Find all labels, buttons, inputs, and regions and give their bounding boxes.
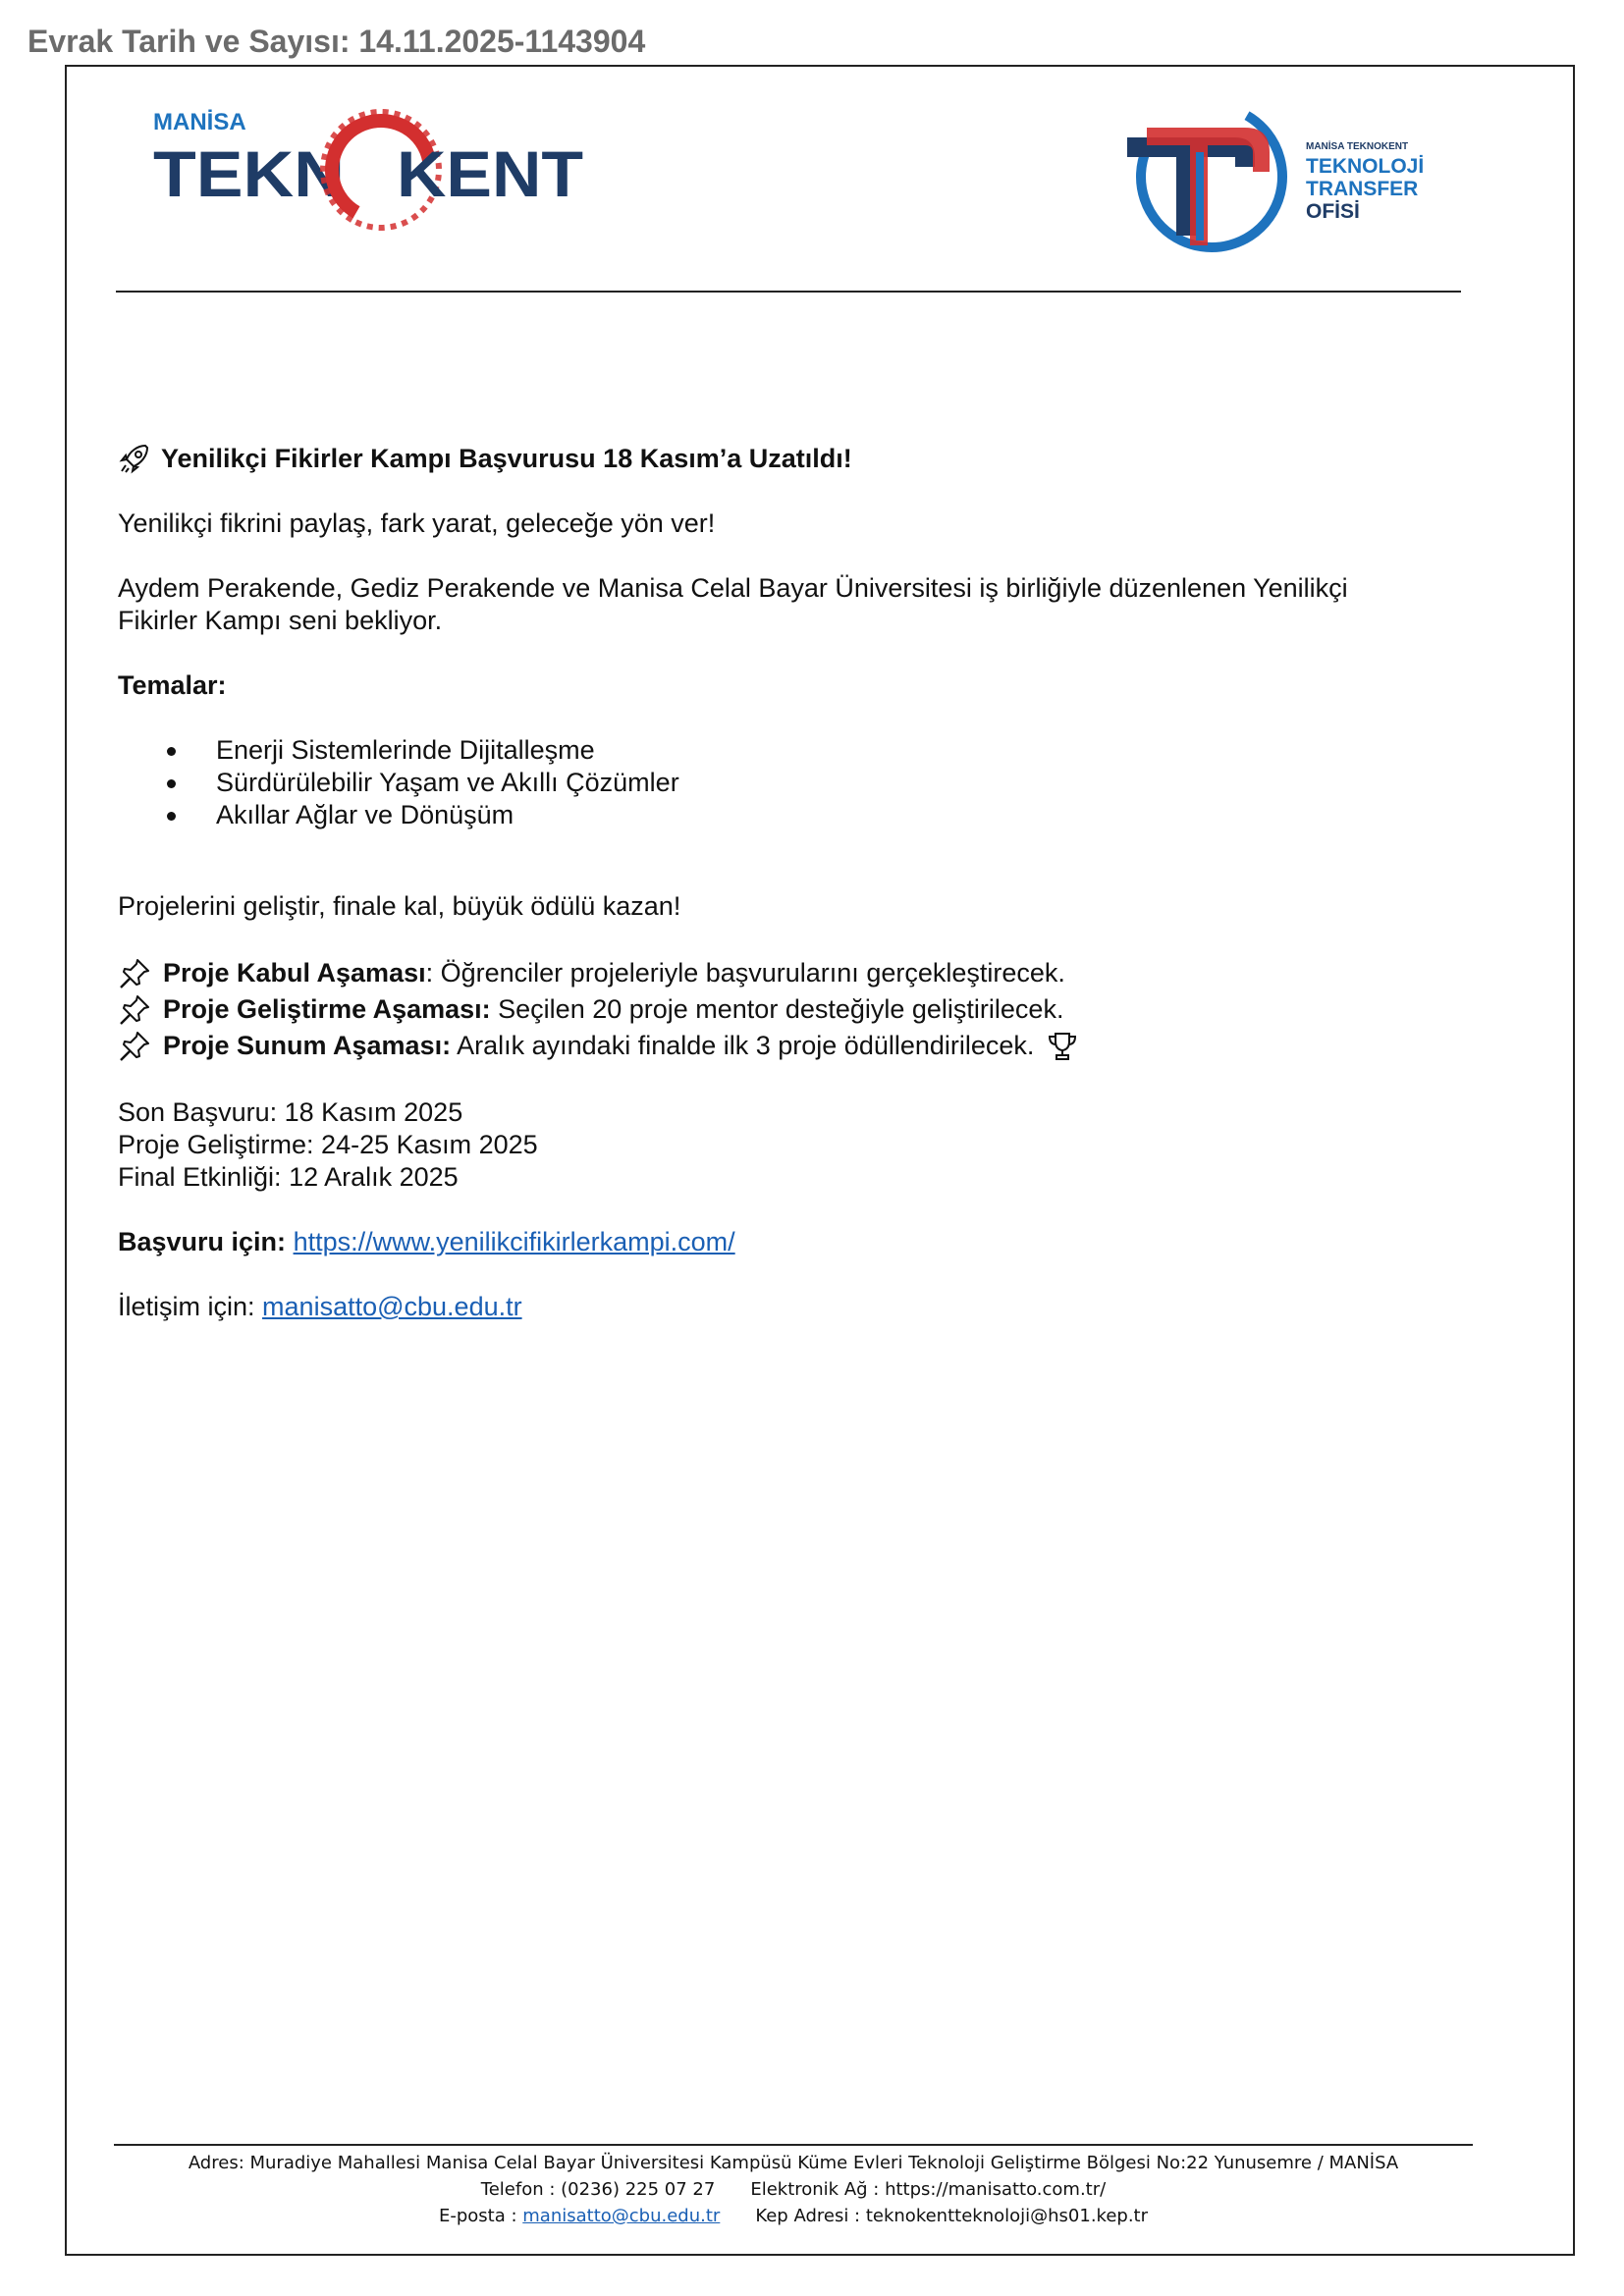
contact-label: İletişim için: bbox=[118, 1292, 255, 1321]
date-development: Proje Geliştirme: 24-25 Kasım 2025 bbox=[118, 1130, 538, 1159]
stage-item: Proje Sunum Aşaması: Aralık ayındaki finalde ilk 3 proje ödüllendirilecek. bbox=[118, 1028, 1424, 1064]
logo-word-2: KENT bbox=[397, 137, 583, 210]
footer-phone: Telefon : (0236) 225 07 27 bbox=[480, 2179, 716, 2200]
list-item: Enerji Sistemlerinde Dijitalleşme bbox=[118, 734, 1424, 767]
pushpin-icon bbox=[118, 957, 151, 990]
logo-city-text: MANİSA bbox=[153, 109, 246, 135]
stage-item: Proje Geliştirme Aşaması: Seçilen 20 proje mentor desteğiyle geliştirilecek. bbox=[118, 991, 1424, 1028]
footer-email-kep bbox=[114, 2203, 1473, 2229]
contact-email-link[interactable]: manisatto@cbu.edu.tr bbox=[262, 1292, 522, 1321]
stage-item: Proje Kabul Aşaması: Öğrenciler projeleriyle başvurularını gerçekleştirecek. bbox=[118, 955, 1424, 991]
date-deadline: Son Başvuru: 18 Kasım 2025 bbox=[118, 1097, 463, 1127]
trophy-icon bbox=[1046, 1030, 1079, 1063]
apply-link[interactable]: https://www.yenilikcifikirlerkampi.com/ bbox=[293, 1227, 735, 1256]
header-divider bbox=[116, 291, 1461, 293]
document-stamp: Evrak Tarih ve Sayısı: 14.11.2025-1143904 bbox=[27, 24, 646, 59]
contact-line bbox=[118, 1291, 1424, 1323]
themes-list bbox=[118, 734, 1424, 831]
apply-label: Başvuru için: bbox=[118, 1227, 287, 1256]
tto-logo bbox=[1117, 98, 1432, 255]
pushpin-icon bbox=[118, 993, 151, 1027]
list-item: Sürdürülebilir Yaşam ve Akıllı Çözümler bbox=[118, 767, 1424, 799]
pushpin-icon bbox=[118, 1030, 151, 1063]
date-final: Final Etkinliği: 12 Aralık 2025 bbox=[118, 1162, 459, 1192]
tto-line-1: TEKNOLOJİ bbox=[1306, 155, 1425, 178]
tto-emblem-icon bbox=[1117, 98, 1308, 255]
footer bbox=[114, 2150, 1473, 2229]
footer-kep: Kep Adresi : teknokentteknoloji@hs01.kep.tr bbox=[755, 2206, 1149, 2226]
footer-divider bbox=[114, 2144, 1473, 2146]
tto-line-3: OFİSİ bbox=[1306, 200, 1360, 223]
tto-small-text: MANİSA TEKNOKENT bbox=[1306, 141, 1409, 152]
footer-address: Adres: Muradiye Mahallesi Manisa Celal Bayar Üniversitesi Kampüsü Küme Evleri Teknoloji Geliştirme Bölgesi No:22 Yunusemre / MANİSA bbox=[188, 2153, 1399, 2173]
footer-web: Elektronik Ağ : https://manisatto.com.tr/ bbox=[750, 2179, 1107, 2200]
rocket-icon bbox=[118, 442, 151, 475]
themes-title: Temalar: bbox=[118, 670, 227, 700]
list-item: Akıllar Ağlar ve Dönüşüm bbox=[118, 799, 1424, 831]
apply-line bbox=[118, 1226, 1424, 1258]
heading-text: Yenilikçi Fikirler Kampı Başvurusu 18 Kasım’a Uzatıldı! bbox=[161, 443, 852, 473]
slogan-text: Yenilikçi fikrini paylaş, fark yarat, geleceğe yön ver! bbox=[118, 508, 716, 538]
cta-text: Projelerini geliştir, finale kal, büyük ödülü kazan! bbox=[118, 891, 681, 921]
teknokent-logo bbox=[153, 108, 585, 236]
letter-body bbox=[118, 442, 1424, 1323]
footer-phone-web bbox=[114, 2176, 1473, 2203]
footer-email-label: E-posta : bbox=[438, 2206, 517, 2226]
announcement-heading bbox=[118, 442, 1424, 475]
tto-line-2: TRANSFER bbox=[1306, 178, 1419, 200]
logo-word-1: TEKN bbox=[153, 137, 345, 210]
footer-email-link[interactable]: manisatto@cbu.edu.tr bbox=[522, 2206, 721, 2226]
intro-text: Aydem Perakende, Gediz Perakende ve Manisa Celal Bayar Üniversitesi iş birliğiyle düzenlenen Yenilikçi Fikirler Kampı seni bekliyor. bbox=[118, 573, 1348, 635]
